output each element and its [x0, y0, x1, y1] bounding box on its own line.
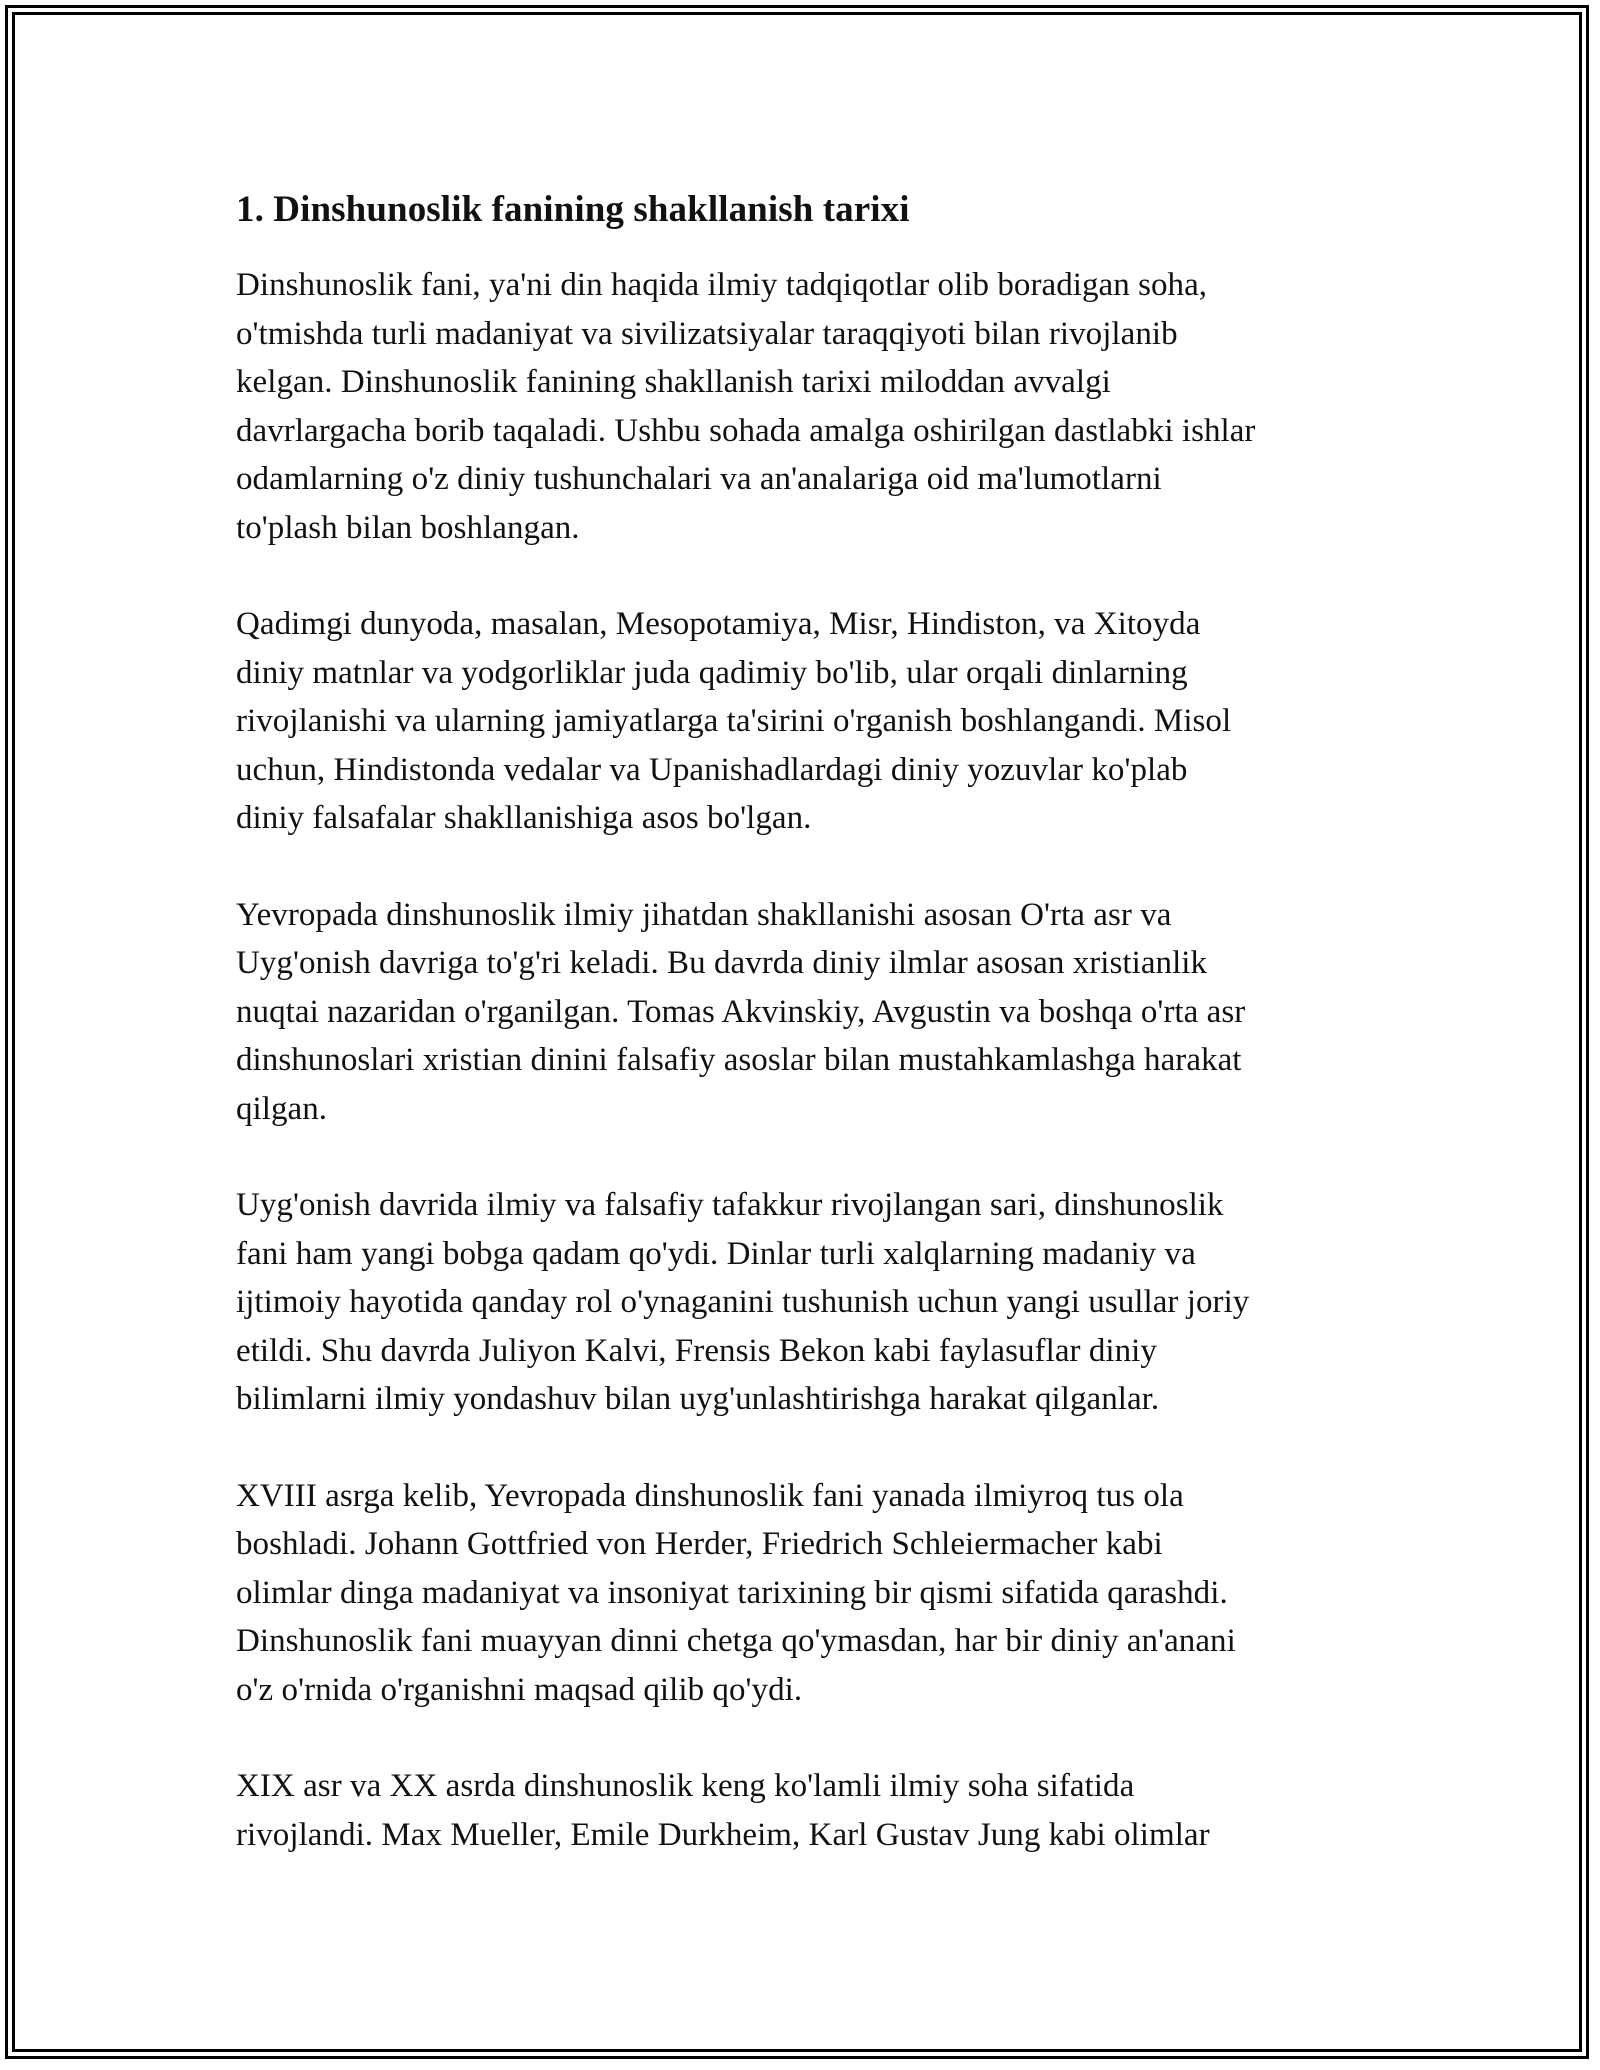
text-line: dinshunoslari xristian dinini falsafiy asoslar bilan mustahkamlashga harakat — [236, 1042, 1242, 1078]
text-line: o'tmishda turli madaniyat va sivilizatsiyalar taraqqiyoti bilan rivojlanib — [236, 315, 1178, 352]
text-line: etildi. Shu davrda Juliyon Kalvi, Frensis Bekon kabi faylasuflar diniy — [236, 1332, 1157, 1369]
document-body — [236, 185, 1406, 1907]
text-line: Uyg'onish davrida ilmiy va falsafiy tafakkur rivojlangan sari, dinshunoslik — [236, 1187, 1224, 1223]
text-line: nuqtai nazaridan o'rganilgan. Tomas Akvinskiy, Avgustin va boshqa o'rta asr — [236, 993, 1246, 1030]
text-line: XVIII asrga kelib, Yevropada dinshunoslik fani yanada ilmiyroq tus ola — [236, 1477, 1184, 1514]
paragraph-4 — [236, 1181, 1406, 1424]
text-line: diniy matnlar va yodgorliklar juda qadimiy bo'lib, ular orqali dinlarning — [236, 654, 1188, 691]
text-line: uchun, Hindistonda vedalar va Upanishadlardagi diniy yozuvlar ko'plab — [236, 751, 1188, 788]
text-line: kelgan. Dinshunoslik fanining shakllanish tarixi miloddan avvalgi — [236, 364, 1111, 400]
text-line: diniy falsafalar shakllanishiga asos bo'lgan. — [236, 800, 812, 836]
paragraph-3 — [236, 891, 1406, 1134]
text-line: ijtimoiy hayotida qanday rol o'ynaganini tushunish uchun yangi usullar joriy — [236, 1284, 1250, 1320]
text-line: Uyg'onish davriga to'g'ri keladi. Bu davrda diniy ilmlar asosan xristianlik — [236, 945, 1208, 981]
text-line: Dinshunoslik fani muayyan dinni chetga qo'ymasdan, har bir diniy an'anani — [236, 1623, 1236, 1659]
paragraph-2 — [236, 600, 1406, 843]
text-line: bilimlarni ilmiy yondashuv bilan uyg'unlashtirishga harakat qilganlar. — [236, 1381, 1160, 1417]
paragraph-5 — [236, 1472, 1406, 1715]
text-line: to'plash bilan boshlangan. — [236, 509, 580, 546]
text-line: Qadimgi dunyoda, masalan, Mesopotamiya, Misr, Hindiston, va Xitoyda — [236, 606, 1201, 642]
text-line: o'z o'rnida o'rganishni maqsad qilib qo'ydi. — [236, 1671, 803, 1708]
text-line: qilgan. — [236, 1090, 328, 1127]
text-line: boshladi. Johann Gottfried von Herder, Friedrich Schleiermacher kabi — [236, 1526, 1163, 1562]
text-line: Dinshunoslik fani, ya'ni din haqida ilmiy tadqiqotlar olib boradigan soha, — [236, 267, 1208, 303]
text-line: davrlargacha borib taqaladi. Ushbu sohada amalga oshirilgan dastlabki ishlar — [236, 412, 1256, 449]
section-heading: 1. Dinshunoslik fanining shakllanish tarixi — [236, 189, 910, 230]
text-line: XIX asr va XX asrda dinshunoslik keng ko'lamli ilmiy soha sifatida — [236, 1768, 1135, 1804]
paragraph-1 — [236, 261, 1406, 552]
text-line: olimlar dinga madaniyat va insoniyat tarixining bir qismi sifatida qarashdi. — [236, 1574, 1228, 1611]
text-line: odamlarning o'z diniy tushunchalari va an'analariga oid ma'lumotlarni — [236, 461, 1162, 497]
text-line: rivojlanishi va ularning jamiyatlarga ta'sirini o'rganish boshlangandi. Misol — [236, 703, 1232, 739]
text-line: rivojlandi. Max Mueller, Emile Durkheim, Karl Gustav Jung kabi olimlar — [236, 1816, 1210, 1853]
paragraph-6 — [236, 1762, 1406, 1859]
text-line: fani ham yangi bobga qadam qo'ydi. Dinlar turli xalqlarning madaniy va — [236, 1235, 1196, 1272]
text-line: Yevropada dinshunoslik ilmiy jihatdan shakllanishi asosan O'rta asr va — [236, 896, 1172, 933]
